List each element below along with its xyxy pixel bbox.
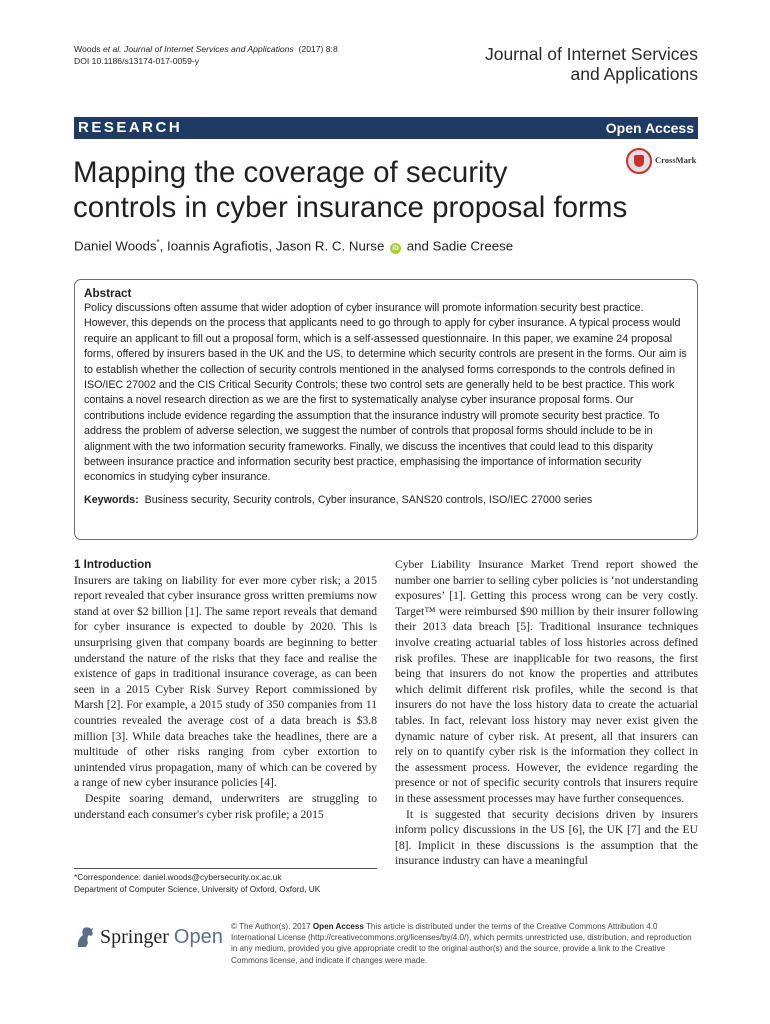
- journal-name-line2: and Applications: [570, 64, 698, 84]
- open-access-label: Open Access: [605, 120, 694, 136]
- orcid-icon[interactable]: iD: [390, 243, 401, 254]
- publisher-name: [100, 925, 223, 949]
- author-name: Daniel Woods: [74, 238, 157, 254]
- article-title-line1: Mapping the coverage of security: [73, 156, 508, 189]
- affiliation: Department of Computer Science, University of Oxford, Oxford, UK: [74, 884, 321, 894]
- crossmark-label: CrossMark: [655, 155, 697, 165]
- publisher-name-main: Springer: [100, 926, 169, 948]
- keywords: [84, 493, 688, 507]
- crossmark-button[interactable]: [626, 148, 698, 174]
- correspondence-email[interactable]: *Correspondence: daniel.woods@cybersecurity.ox.ac.uk: [74, 872, 282, 882]
- author-names-end: and Sadie Creese: [403, 238, 514, 254]
- body-column-right: [395, 557, 698, 869]
- paragraph: Despite soaring demand, underwriters are struggling to understand each consumer's cyber risk profile; a 2015: [74, 791, 377, 821]
- abstract-text: Policy discussions often assume that wider adoption of cyber insurance will promote information security best practice. However, this depends on the process that applicants need to go through to apply for cyber insurance. A typical process would require an applicant to fill out a proposal form, which is a self-assessed questionnaire. In this paper, we examine 24 proposal forms, offered by insurers based in the UK and the US, to determine which security controls are present in the forms. Our aim is to establish whether the collection of security controls mentioned in the analysed forms corresponds to the controls defined in ISO/IEC 27002 and the CIS Critical Security Controls; these two control sets are generally held to be best practice. This work contains a novel research direction as we are the first to systematically analyse cyber insurance proposal forms. Our contributions include evidence regarding the assumption that the insurance industry will promote security best practice. To address the problem of adverse selection, we suggest the number of controls that proposal forms should include to be in alignment with the two information security frameworks. Finally, we discuss the incentives that could lead to this disparity between insurance practice and information security best practice, emphasising the importance of information security economics in studying cyber insurance.: [84, 302, 687, 484]
- author-list: [74, 234, 513, 254]
- article-category: RESEARCH: [78, 119, 183, 136]
- publisher-name-open: Open: [173, 926, 223, 948]
- article-type-band: [74, 117, 698, 139]
- footnote-divider: [74, 868, 377, 869]
- corresponding-mark: *: [156, 238, 160, 247]
- article-title-line2: controls in cyber insurance proposal forms: [73, 191, 628, 224]
- doi[interactable]: DOI 10.1186/s13174-017-0059-y: [74, 56, 200, 66]
- citation-etal: et al.: [102, 44, 122, 54]
- license-open-access: Open Access: [312, 922, 364, 931]
- journal-name: [485, 44, 698, 84]
- journal-name-line1: Journal of Internet Services: [484, 44, 698, 64]
- license-statement: [231, 921, 698, 966]
- article-title: [73, 155, 633, 225]
- section-heading: 1 Introduction: [74, 558, 152, 571]
- citation-journal: Journal of Internet Services and Applications: [124, 44, 294, 54]
- abstract-heading: Abstract: [84, 287, 132, 300]
- license-text: This article is distributed under the terms of the Creative Commons Attribution 4.0 International License (http://creativecommons.org/licenses/by/4.0/), which permits unrestricted use, distribution, and reproduction in any medium, provided you give appropriate credit to the original author(s) and the source, provide a link to the Creative Commons license, and indicate if changes were made.: [231, 922, 692, 965]
- abstract-box: [74, 279, 698, 540]
- springer-open-logo: [74, 923, 224, 953]
- footnote: [74, 871, 377, 895]
- citation-authors: Woods: [74, 44, 101, 54]
- paragraph: Cyber Liability Insurance Market Trend report showed the number one barrier to selling cyber policies is ‘not understanding exposures’ [1]. Getting this process wrong can be very costly. Target™ were reimbursed $90 million by their insurer following their 2013 data breach [5]. Traditional insurance techniques involve creating actuarial tables of loss histories across defined risk profiles. These are inapplicable for two reasons, the first being that insurers do not know the properties and attributes which delimit different risk profiles, while the second is that insurers do not have the loss history data to create the actuarial tables. In fact, relevant loss history may never exist given the dynamic nature of cyber risk. At present, all that insurers can rely on to quantify cyber risk is the information they collect in the assessment process. However, the evidence regarding the presence or not of specific security controls that insurers require in these assessment processes may have further consequences.: [395, 558, 698, 805]
- citation-header: [74, 43, 338, 67]
- keywords-list: Business security, Security controls, Cyber insurance, SANS20 controls, ISO/IEC 27000 series: [144, 493, 593, 506]
- paragraph: Insurers are taking on liability for ever more cyber risk; a 2015 report revealed that cyber insurance gross written premiums now stand at over $2 billion [1]. The same report reveals that demand for cyber insurance is expected to double by 2020. This is unsurprising given that company boards are beginning to better understand the nature of the risks that they face and realise the existence of gaps in traditional insurance coverage, as can been seen in a 2015 Cyber Risk Survey Report commissioned by Marsh [2]. For example, a 2015 study of 350 companies from 11 countries revealed the average cost of a data breach is $3.8 million [3]. While data breaches take the headlines, there are a multitude of other risks ranging from cyber extortion to unintended virus propagation, many of which can be covered by a range of new cyber insurance policies [4].: [74, 573, 377, 790]
- copyright-text: © The Author(s). 2017: [231, 922, 313, 931]
- keywords-label: Keywords:: [84, 493, 139, 506]
- paragraph: It is suggested that security decisions driven by insurers inform policy discussions in the US [6], the UK [7] and the EU [8]. Implicit in these discussions is the assumption that the insurance industry can have a meaningful: [395, 807, 698, 868]
- springer-horse-icon: [74, 925, 96, 949]
- citation-line: [74, 43, 338, 55]
- body-column-left: [74, 557, 377, 822]
- citation-year-volume: (2017) 8:8: [298, 44, 338, 54]
- author-names: , Ioannis Agrafiotis, Jason R. C. Nurse: [159, 238, 385, 254]
